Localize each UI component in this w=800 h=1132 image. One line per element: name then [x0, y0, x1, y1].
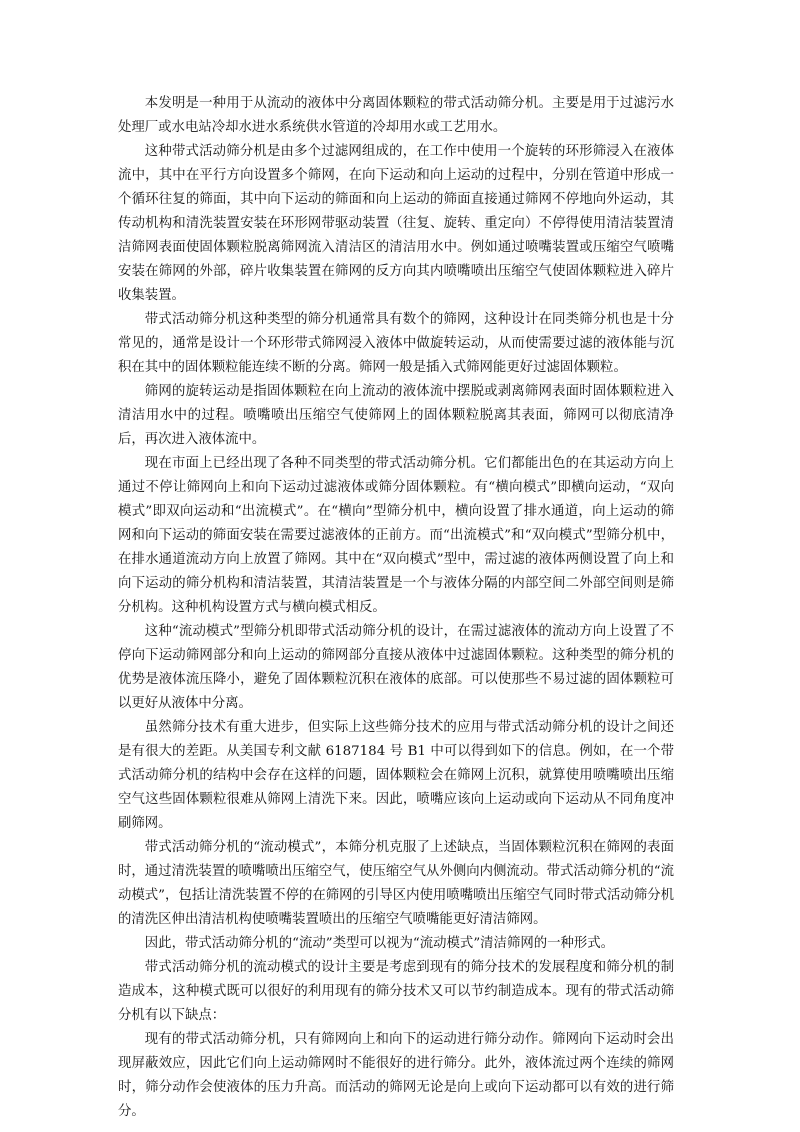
paragraph-4: 筛网的旋转运动是指固体颗粒在向上流动的液体流中摆脱或剥离筛网表面时固体颗粒进入清洁用水中的过程。喷嘴喷出压缩空气使筛网上的固体颗粒脱离其表面，筛网可以彻底清净后，再次进入液体流中。	[118, 384, 674, 447]
paragraph-8: 带式活动筛分机的“流动模式”，本筛分机克服了上述缺点，当固体颗粒沉积在筛网的表面时，通过清洗装置的喷嘴喷出压缩空气，使压缩空气从外侧向内侧流动。带式活动筛分机的“流动模式”，包括让清洗装置不停的在筛网的引导区内使用喷嘴喷出压缩空气同时带式活动筛分机的清洗区伸出清洁机构使喷嘴装置喷出的压缩空气喷嘴能更好清洁筛网。	[118, 840, 674, 927]
paragraph-9: 因此，带式活动筛分机的“流动”类型可以视为“流动模式”清洁筛网的一种形式。	[144, 936, 615, 951]
paragraph-5: 现在市面上已经出现了各种不同类型的带式活动筛分机。它们都能出色的在其运动方向上通过不停让筛网向上和向下运动过滤液体或筛分固体颗粒。有“横向模式”即横向运动，“双向模式”即双向运动和“出流模式”。在“横向”型筛分机中，横向设置了排水通道，向上运动的筛网和向下运动的筛面安装在需要过滤液体的正前方。而“出流模式”和“双向模式”型筛分机中，在排水通道流动方向上放置了筛网。其中在“双向模式”型中，需过滤的液体两侧设置了向上和向下运动的筛分机构和清洁装置，其清洁装置是一个与液体分隔的内部空间二外部空间则是筛分机构。这种机构设置方式与横向模式相反。	[118, 456, 674, 615]
paragraph-10: 带式活动筛分机的流动模式的设计主要是考虑到现有的筛分技术的发展程度和筛分机的制造成本，这种模式既可以很好的利用现有的筛分技术又可以节约制造成本。现有的带式活动筛分机有以下缺点：	[118, 960, 674, 1023]
paragraph-3: 带式活动筛分机这种类型的筛分机通常具有数个的筛网，这种设计在同类筛分机也是十分常见的，通常是设计一个环形带式筛网浸入液体中做旋转运动，从而使需要过滤的液体能与沉积在其中的固体颗粒能连续不断的分离。筛网一般是插入式筛网能更好过滤固体颗粒。	[118, 312, 674, 375]
paragraph-11: 现有的带式活动筛分机，只有筛网向上和向下的运动进行筛分动作。筛网向下运动时会出现屏蔽效应，因此它们向上运动筛网时不能很好的进行筛分。此外，液体流过两个连续的筛网时，筛分动作会使液体的压力升高。而活动的筛网无论是向上或向下运动都可以有效的进行筛分。	[118, 1032, 674, 1119]
paragraph-6: 这种“流动模式”型筛分机即带式活动筛分机的设计，在需过滤液体的流动方向上设置了不停向下运动筛网部分和向上运动的筛网部分直接从液体中过滤固体颗粒。这种类型的筛分机的优势是液体流压降小，避免了固体颗粒沉积在液体的底部。可以使那些不易过滤的固体颗粒可以更好从液体中分离。	[118, 624, 674, 711]
paragraph-7: 虽然筛分技术有重大进步，但实际上这些筛分技术的应用与带式活动筛分机的设计之间还是有很大的差距。从美国专利文献 6187184 号 B1 中可以得到如下的信息。例如，在一个带式活动筛分机的结构中会存在这样的问题，固体颗粒会在筛网上沉积，就算使用喷嘴喷出压缩空气这些固体颗粒很难从筛网上清洗下来。因此，喷嘴应该向上运动或向下运动从不同角度冲刷筛网。	[118, 720, 674, 831]
document-body	[118, 92, 674, 1124]
paragraph-1: 本发明是一种用于从流动的液体中分离固体颗粒的带式活动筛分机。主要是用于过滤污水处理厂或水电站冷却水进水系统供水管道的冷却用水或工艺用水。	[118, 96, 674, 135]
paragraph-2: 这种带式活动筛分机是由多个过滤网组成的，在工作中使用一个旋转的环形筛浸入在液体流中，其中在平行方向设置多个筛网，在向下运动和向上运动的过程中，分别在管道中形成一个循环往复的筛面，其中向下运动的筛面和向上运动的筛面直接通过筛网不停地向外运动，其传动机构和清洗装置安装在环形网带驱动装置（往复、旋转、重定向）不停得使用清洁装置清洁筛网表面使固体颗粒脱离筛网流入清洁区的清洁用水中。例如通过喷嘴装置或压缩空气喷嘴安装在筛网的外部，碎片收集装置在筛网的反方向其内喷嘴喷出压缩空气使固体颗粒进入碎片收集装置。	[118, 144, 674, 303]
